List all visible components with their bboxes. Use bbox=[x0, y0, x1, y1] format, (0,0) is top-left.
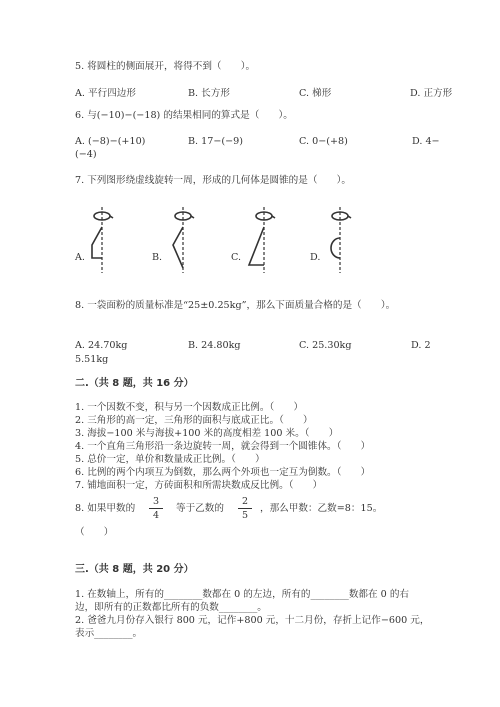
s3-q1-line-2: 边，即所有的正数都比所有的负数________。 bbox=[75, 602, 267, 613]
s2-q8-fraction-1 bbox=[149, 496, 163, 521]
fraction-2-denominator: 5 bbox=[241, 510, 249, 521]
fraction-2-numerator: 2 bbox=[241, 496, 249, 507]
s2-item-1: 1. 一个因数不变，积与另一个因数成正比例。（ ） bbox=[75, 402, 304, 413]
q5-option-d: D. 正方形 bbox=[410, 88, 453, 99]
q8-option-a: A. 24.70kg bbox=[75, 340, 128, 351]
fraction-1-numerator: 3 bbox=[152, 496, 160, 507]
s3-q2-line-2: 表示________。 bbox=[75, 628, 143, 639]
q5-option-b: B. 长方形 bbox=[188, 88, 230, 99]
s2-item-7: 7. 铺地面积一定，方砖面积和所需块数成反比例。（ ） bbox=[75, 480, 323, 491]
q7-label-d: D. bbox=[310, 252, 321, 263]
q8-option-b: B. 24.80kg bbox=[188, 340, 241, 351]
q6-option-d-wrap: (−4) bbox=[75, 149, 97, 160]
q6-stem: 6. 与(−10)−(−18) 的结果相同的算式是（ ）。 bbox=[75, 110, 293, 121]
q6-option-b: B. 17−(−9) bbox=[188, 136, 244, 147]
s2-item-5: 5. 总价一定，单价和数量成正比例。（ ） bbox=[75, 454, 265, 465]
s3-q2-line-1: 2. 爸爸九月份存入银行 800 元，记作+800 元，十二月份，存折上记作−600 元， bbox=[75, 615, 430, 626]
section-3-title: 三.（共 8 题，共 20 分） bbox=[75, 564, 194, 575]
s2-item-2: 2. 三角形的高一定，三角形的面积与底成正比。（ ） bbox=[75, 415, 313, 426]
s2-item-6: 6. 比例的两个内项互为倒数，那么两个外项也一定互为倒数。（ ） bbox=[75, 467, 371, 478]
q6-option-a: A. (−8)−(+10) bbox=[75, 136, 146, 147]
s2-q8-middle: 等于乙数的 bbox=[176, 503, 224, 514]
q8-option-c: C. 25.30kg bbox=[299, 340, 352, 351]
q7-label-c: C. bbox=[231, 252, 242, 263]
s2-q8-prefix: 8. 如果甲数的 bbox=[75, 503, 136, 514]
q7-figure-c bbox=[244, 205, 284, 275]
q7-stem: 7. 下列图形绕虚线旋转一周，形成的几何体是圆锥的是（ ）。 bbox=[75, 175, 352, 186]
q7-label-b: B. bbox=[152, 252, 163, 263]
s2-q8-answer-blank: （ ） bbox=[75, 527, 114, 538]
q8-option-d-wrap: 5.51kg bbox=[75, 354, 109, 365]
section-2-title: 二.（共 8 题，共 16 分） bbox=[75, 378, 194, 389]
q7-figure-b bbox=[165, 205, 205, 275]
s2-item-4: 4. 一个直角三角形沿一条边旋转一周，就会得到一个圆锥体。（ ） bbox=[75, 441, 371, 452]
s2-q8-suffix: ，那么甲数：乙数=8：15。 bbox=[260, 503, 383, 514]
s3-q1-line-1: 1. 在数轴上，所有的________数都在 0 的左边，所有的________数都在 0 的右 bbox=[75, 589, 410, 600]
fraction-1-denominator: 4 bbox=[152, 510, 160, 521]
q6-option-c: C. 0−(+8) bbox=[299, 136, 348, 147]
q5-option-a: A. 平行四边形 bbox=[75, 88, 136, 99]
q7-figure-d bbox=[322, 205, 362, 275]
q6-option-d: D. 4− bbox=[412, 136, 440, 147]
q5-stem: 5. 将圆柱的侧面展开，将得不到（ ）。 bbox=[75, 61, 256, 72]
q7-label-a: A. bbox=[75, 252, 85, 263]
q7-figure-a bbox=[86, 205, 126, 275]
q8-option-d: D. 2 bbox=[411, 340, 431, 351]
s2-item-3: 3. 海拔−100 米与海拔+100 米的高度相差 100 米。（ ） bbox=[75, 428, 339, 439]
q5-option-c: C. 梯形 bbox=[299, 88, 332, 99]
q8-stem: 8. 一袋面粉的质量标准是“25±0.25kg”，那么下面质量合格的是（ ）。 bbox=[75, 300, 396, 311]
s2-q8-fraction-2 bbox=[238, 496, 252, 521]
